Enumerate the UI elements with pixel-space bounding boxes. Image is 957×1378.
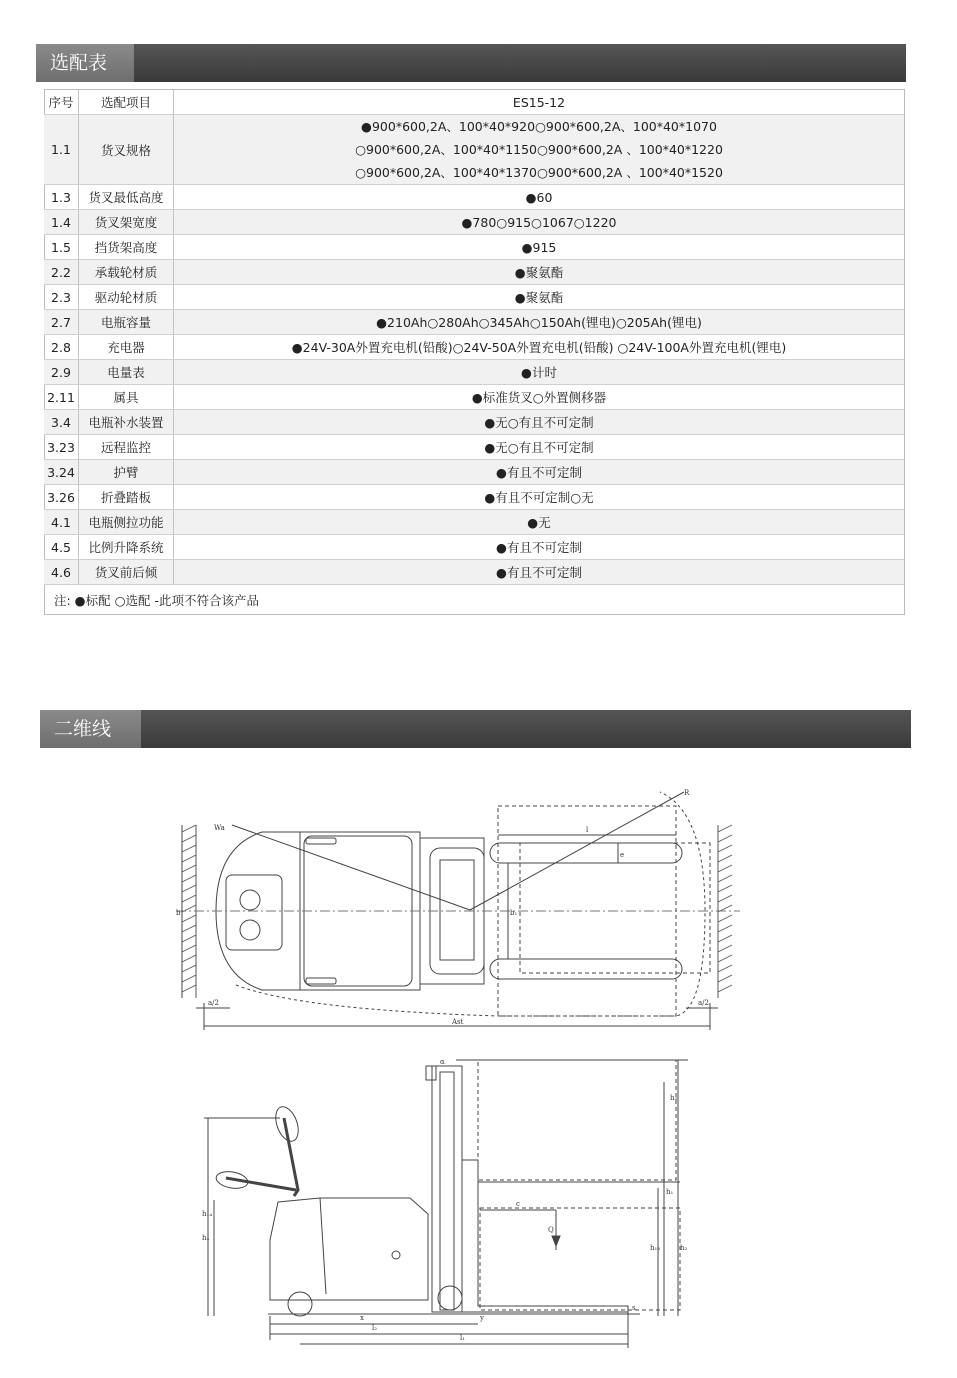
row-value: ●无○有且不可定制	[174, 410, 905, 435]
label-h4: h₄	[202, 1234, 210, 1242]
row-value: ●有且不可定制	[174, 560, 905, 585]
row-value-line: ○900*600,2A、100*40*1370○900*600,2A 、100*40*1520	[355, 165, 723, 180]
label-h13: h₁₃	[650, 1244, 661, 1252]
label-q: Q	[548, 1226, 554, 1234]
row-value: ●780○915○1067○1220	[174, 210, 905, 235]
header-no: 序号	[44, 90, 79, 115]
row-value: ●标准货叉○外置侧移器	[174, 385, 905, 410]
row-no: 4.1	[44, 510, 79, 535]
label-y: y	[480, 1314, 484, 1322]
label-alpha: α	[440, 1058, 445, 1066]
row-no: 3.4	[44, 410, 79, 435]
label-h1: h₁	[666, 1188, 674, 1196]
label-s: s	[632, 1304, 636, 1312]
row-no: 1.3	[44, 185, 79, 210]
row-no: 3.26	[44, 485, 79, 510]
label-l2: l₂	[372, 1324, 378, 1332]
row-no: 2.7	[44, 310, 79, 335]
row-item: 驱动轮材质	[79, 285, 174, 310]
label-a2-left: a/2	[208, 999, 219, 1007]
label-r: R	[684, 789, 690, 797]
row-item: 折叠踏板	[79, 485, 174, 510]
row-no: 2.11	[44, 385, 79, 410]
label-b1: b₁	[510, 909, 518, 917]
row-no: 2.8	[44, 335, 79, 360]
row-item: 承载轮材质	[79, 260, 174, 285]
row-no: 2.3	[44, 285, 79, 310]
row-item: 电量表	[79, 360, 174, 385]
table-note: 注: ●标配 ○选配 -此项不符合该产品	[54, 593, 259, 608]
row-value: ●聚氨酯	[174, 260, 905, 285]
fork-side	[462, 1160, 628, 1312]
row-value: ●24V-30A外置充电机(铅酸)○24V-50A外置充电机(铅酸) ○24V-100A外置充电机(锂电)	[174, 335, 905, 360]
row-no: 4.6	[44, 560, 79, 585]
options-section-title: 选配表	[36, 44, 134, 82]
label-h14: h₁₄	[202, 1210, 213, 1218]
row-item: 远程监控	[79, 435, 174, 460]
label-h3: h₃	[670, 1094, 678, 1102]
header-item: 选配项目	[79, 90, 174, 115]
row-item: 货叉架宽度	[79, 210, 174, 235]
row-value-line: ○900*600,2A、100*40*1150○900*600,2A 、100*40*1220	[355, 142, 723, 157]
label-wa: Wa	[214, 824, 225, 832]
label-l1: l₁	[460, 1334, 466, 1342]
row-item: 属具	[79, 385, 174, 410]
row-item: 挡货架高度	[79, 235, 174, 260]
row-value: ●有且不可定制○无	[174, 485, 905, 510]
row-item: 电瓶容量	[79, 310, 174, 335]
row-item: 电瓶侧拉功能	[79, 510, 174, 535]
row-item: 比例升降系统	[79, 535, 174, 560]
row-value: ●915	[174, 235, 905, 260]
row-item: 电瓶补水装置	[79, 410, 174, 435]
row-no: 2.2	[44, 260, 79, 285]
row-no: 3.24	[44, 460, 79, 485]
row-item: 货叉规格	[79, 115, 174, 185]
fork-lower	[490, 959, 682, 979]
label-b: b	[176, 909, 181, 917]
row-no: 1.5	[44, 235, 79, 260]
top-view-drawing	[176, 792, 740, 1030]
row-value: ●无○有且不可定制	[174, 435, 905, 460]
row-no: 2.9	[44, 360, 79, 385]
side-view-labels	[202, 1058, 688, 1342]
label-ast: Ast	[452, 1018, 464, 1026]
truck-body-side	[270, 1198, 428, 1300]
row-no: 1.4	[44, 210, 79, 235]
label-l: l	[586, 826, 589, 834]
row-item: 充电器	[79, 335, 174, 360]
header-model: ES15-12	[174, 90, 905, 115]
row-item: 货叉最低高度	[79, 185, 174, 210]
row-value: ●计时	[174, 360, 905, 385]
row-value: ●60	[174, 185, 905, 210]
drawing-section-title: 二维线图	[40, 710, 141, 748]
row-value: ●有且不可定制	[174, 535, 905, 560]
row-value: ●无	[174, 510, 905, 535]
row-item: 护臂	[79, 460, 174, 485]
row-value: ●有且不可定制	[174, 460, 905, 485]
label-e: e	[620, 851, 625, 859]
row-value-line: ●900*600,2A、100*40*920○900*600,2A、100*40*1070	[361, 119, 717, 134]
label-a2-right: a/2	[698, 999, 709, 1007]
label-c: c	[516, 1200, 520, 1208]
row-item: 货叉前后倾	[79, 560, 174, 585]
row-no: 4.5	[44, 535, 79, 560]
row-no: 3.23	[44, 435, 79, 460]
label-h2: h₂	[680, 1244, 688, 1252]
label-x: x	[360, 1314, 364, 1322]
row-value: ●聚氨酯	[174, 285, 905, 310]
row-value: ●210Ah○280Ah○345Ah○150Ah(锂电)○205Ah(锂电)	[174, 310, 905, 335]
side-view-drawing	[204, 1060, 688, 1348]
row-no: 1.1	[44, 115, 79, 185]
